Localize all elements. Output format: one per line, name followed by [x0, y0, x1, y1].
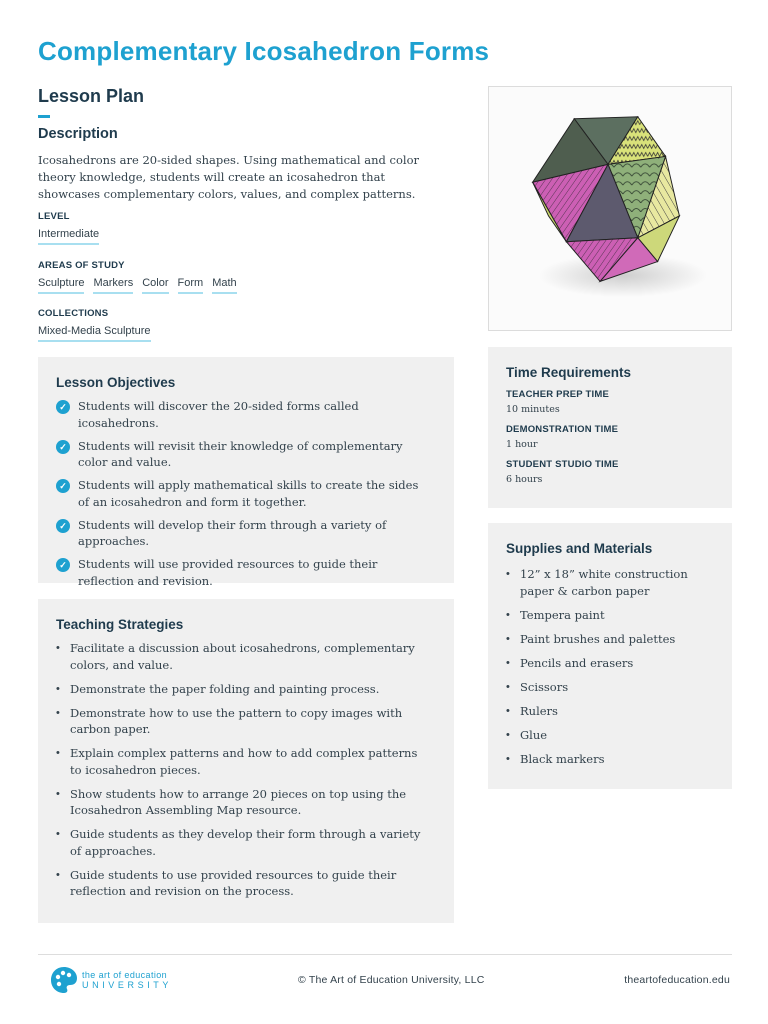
list-item: [56, 477, 436, 510]
footer-divider: [38, 954, 732, 955]
area-tag-sculpture[interactable]: Sculpture: [38, 277, 84, 294]
strategy-text: Guide students as they develop their form through a variety of approaches.: [70, 827, 421, 858]
level-tags: [38, 228, 99, 245]
list-item: [56, 705, 436, 738]
objectives-panel: [38, 357, 454, 588]
strategies-heading: Teaching Strategies: [56, 617, 184, 632]
bullet-icon: •: [56, 747, 60, 759]
icosahedron-illustration: [489, 87, 731, 330]
list-item: [506, 751, 714, 768]
bullet-icon: •: [56, 642, 60, 654]
prep-time-value: 10 minutes: [506, 404, 560, 415]
logo-text: [82, 970, 172, 990]
objectives-heading: Lesson Objectives: [56, 375, 176, 390]
bullet-icon: •: [56, 682, 60, 695]
page-title: Complementary Icosahedron Forms: [38, 36, 490, 66]
level-label: LEVEL: [38, 211, 70, 222]
description-text: Icosahedrons are 20-sided shapes. Using mathematical and color theory knowledge, students will create an icosahedron that showcases complementary colors, values, and complex patterns.: [38, 153, 419, 201]
check-icon: ✓: [56, 440, 70, 454]
bullet-icon: •: [506, 632, 510, 645]
prep-time-label: TEACHER PREP TIME: [506, 389, 609, 400]
list-item: [506, 679, 714, 696]
strategy-text: Demonstrate the paper folding and painting process.: [70, 681, 380, 696]
areas-label: AREAS OF STUDY: [38, 260, 125, 271]
collections-label: COLLECTIONS: [38, 308, 109, 319]
check-icon: ✓: [56, 558, 70, 572]
strategy-text: Demonstrate how to use the pattern to copy images with carbon paper.: [70, 705, 403, 736]
strategies-list: [56, 640, 436, 900]
demo-time-value: 1 hour: [506, 439, 538, 450]
palette-icon: [50, 965, 78, 995]
description-heading: Description: [38, 126, 118, 142]
list-item: [56, 826, 436, 859]
bullet-icon: •: [56, 868, 60, 881]
supply-text: Rulers: [520, 703, 558, 718]
list-item: [56, 867, 436, 900]
strategy-text: Explain complex patterns and how to add complex patterns to icosahedron pieces.: [70, 746, 418, 777]
level-tag[interactable]: Intermediate: [38, 228, 99, 245]
strategy-text: Facilitate a discussion about icosahedrons, complementary colors, and value.: [70, 641, 415, 672]
bullet-icon: •: [506, 752, 510, 765]
check-icon: ✓: [56, 519, 70, 533]
area-tag-color[interactable]: Color: [142, 277, 168, 294]
bullet-icon: •: [56, 706, 60, 719]
objectives-list: [56, 398, 436, 589]
supplies-heading: Supplies and Materials: [506, 541, 653, 556]
logo-line-1: the art of education: [82, 970, 168, 980]
logo-line-2: UNIVERSITY: [82, 980, 173, 990]
bullet-icon: •: [506, 728, 510, 741]
list-item: [506, 566, 714, 599]
objective-text: Students will use provided resources to guide their reflection and revision.: [78, 557, 378, 588]
demo-time-label: DEMONSTRATION TIME: [506, 424, 619, 435]
strategy-text: Show students how to arrange 20 pieces on top using the Icosahedron Assembling Map resource.: [70, 786, 407, 817]
supplies-panel: [488, 523, 732, 789]
supply-text: Glue: [520, 727, 548, 742]
supply-text: Tempera paint: [520, 607, 605, 622]
list-item: [506, 631, 714, 648]
area-tag-markers[interactable]: Markers: [93, 277, 133, 294]
supply-text: Scissors: [520, 679, 569, 694]
bullet-icon: •: [56, 787, 60, 800]
collection-tag[interactable]: Mixed-Media Sculpture: [38, 325, 151, 342]
supply-text: Paint brushes and palettes: [520, 631, 676, 646]
studio-time-label: STUDENT STUDIO TIME: [506, 459, 619, 470]
bullet-icon: •: [56, 828, 60, 840]
list-item: [56, 745, 436, 778]
list-item: [56, 517, 436, 550]
list-item: [56, 438, 436, 471]
supply-text: 12” x 18” white construction paper & carbon paper: [520, 567, 688, 598]
objective-text: Students will revisit their knowledge of complementary color and value.: [78, 438, 403, 469]
page-subtitle: Lesson Plan: [38, 86, 145, 106]
objective-text: Students will develop their form through a variety of approaches.: [78, 517, 387, 548]
list-item: [56, 786, 436, 819]
list-item: [506, 607, 714, 624]
collections-tags: [38, 325, 151, 342]
strategies-panel: [38, 599, 454, 923]
bullet-icon: •: [506, 568, 510, 580]
icosahedron-photo: [488, 86, 732, 331]
website-link[interactable]: theartofeducation.edu: [624, 974, 730, 986]
bullet-icon: •: [506, 704, 510, 717]
strategy-text: Guide students to use provided resources to guide their reflection and revision on the process.: [70, 867, 397, 898]
bullet-icon: •: [506, 656, 510, 669]
list-item: [56, 398, 436, 431]
list-item: [506, 655, 714, 672]
time-requirements-panel: [488, 347, 732, 508]
bullet-icon: •: [506, 680, 510, 693]
accent-divider: [38, 115, 50, 118]
studio-time-value: 6 hours: [506, 474, 543, 485]
list-item: [56, 681, 436, 698]
supply-text: Pencils and erasers: [520, 655, 634, 670]
list-item: [506, 727, 714, 744]
objective-text: Students will apply mathematical skills to create the sides of an icosahedron and form it together.: [78, 478, 419, 509]
area-tag-math[interactable]: Math: [212, 277, 236, 294]
supply-text: Black markers: [520, 751, 605, 766]
check-icon: ✓: [56, 479, 70, 493]
list-item: [56, 556, 436, 589]
bullet-icon: •: [506, 608, 510, 621]
list-item: [56, 640, 436, 673]
university-logo[interactable]: [50, 965, 172, 995]
area-tag-form[interactable]: Form: [178, 277, 204, 294]
areas-tags: [38, 277, 237, 294]
time-heading: Time Requirements: [506, 365, 632, 380]
supplies-list: [506, 566, 714, 767]
copyright-text: © The Art of Education University, LLC: [298, 974, 485, 986]
objective-text: Students will discover the 20-sided forms called icosahedrons.: [78, 399, 359, 430]
list-item: [506, 703, 714, 720]
check-icon: ✓: [56, 400, 70, 414]
